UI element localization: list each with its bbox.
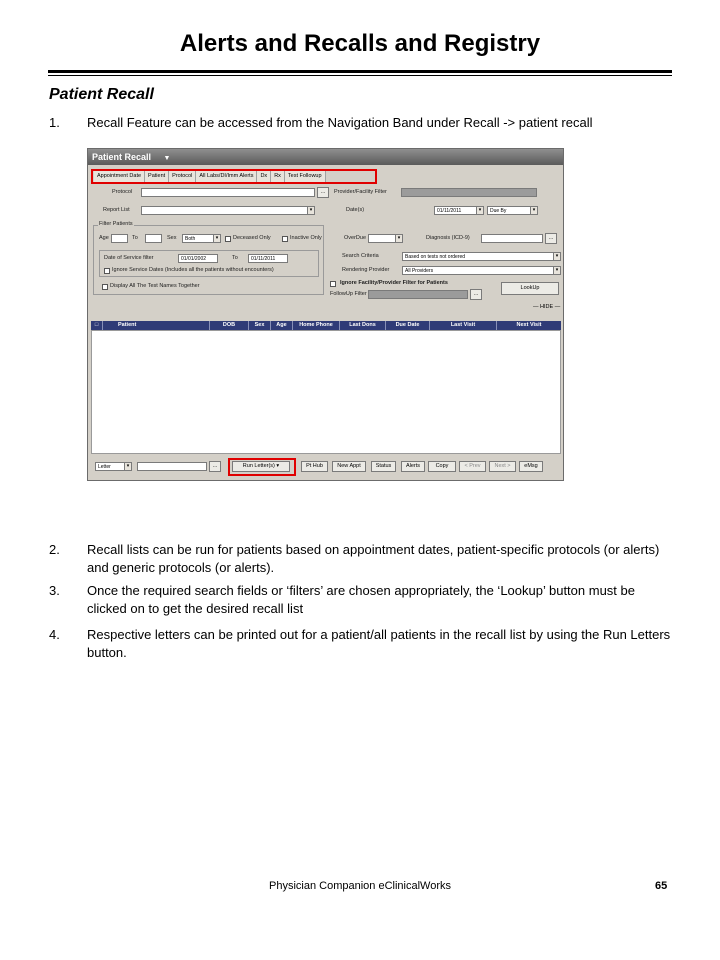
letter-field[interactable] — [137, 462, 207, 471]
age-label: Age — [99, 235, 109, 241]
provider-filter-field[interactable] — [401, 188, 537, 197]
hide-label: HIDE — [540, 304, 554, 310]
window-title: Patient Recall — [92, 152, 152, 162]
protocol-label: Protocol — [112, 189, 133, 195]
letter-select[interactable]: Letter — [95, 462, 125, 471]
patient-recall-screenshot — [87, 148, 564, 481]
pt-hub-button[interactable]: Pt Hub — [301, 461, 328, 472]
results-grid-body — [91, 330, 561, 454]
item-number: 4. — [49, 627, 60, 642]
run-letters-button[interactable]: Run Letter(s) ▾ — [232, 461, 290, 472]
section-title: Patient Recall — [49, 86, 154, 103]
protocol-browse-button[interactable]: ... — [317, 187, 329, 198]
window-titlebar — [88, 149, 563, 165]
new-appt-button[interactable]: New Appt — [332, 461, 366, 472]
hide-toggle[interactable]: — HIDE — — [533, 304, 561, 310]
status-button[interactable]: Status — [371, 461, 396, 472]
dates-label: Date(s) — [346, 207, 365, 213]
deceased-only-checkbox[interactable] — [225, 236, 231, 242]
provider-filter-label: Provider/Facility Filter — [334, 189, 387, 195]
diagnosis-label: Diagnosis (ICD-9) — [426, 235, 470, 241]
select-all-checkbox[interactable]: □ — [91, 321, 103, 330]
ignore-service-label: Ignore Service Dates (Includes all the patients without encounters) — [112, 267, 274, 273]
col-due-date[interactable]: Due Date — [386, 321, 430, 330]
date-field[interactable]: 01/11/2011 — [434, 206, 477, 215]
overdue-label: OverDue — [344, 235, 367, 241]
display-all-tests-label: Display All The Test Names Together — [110, 283, 200, 289]
item-text: Recall lists can be run for patients based on appointment dates, patient-specific protocols (or alerts) and generic protocols (or alerts). — [87, 542, 660, 575]
ignore-facility-label: Ignore Facility/Provider Filter for Patients — [340, 280, 448, 286]
col-age[interactable]: Age — [271, 321, 293, 330]
col-sex[interactable]: Sex — [249, 321, 271, 330]
calendar-dropdown-icon[interactable]: ▾ — [476, 206, 484, 215]
followup-filter-label: FollowUp Filter — [330, 291, 367, 297]
footer-text: Physician Companion eClinicalWorks — [269, 880, 451, 892]
chevron-down-icon[interactable]: ▾ — [307, 206, 315, 215]
inactive-only-label: Inactive Only — [290, 235, 322, 241]
due-by-select[interactable]: Due By — [487, 206, 531, 215]
rendering-provider-label: Rendering Provider — [342, 267, 390, 273]
dos-to-field[interactable]: 01/11/2011 — [248, 254, 288, 263]
prev-button[interactable]: < Prev — [459, 461, 486, 472]
deceased-only-label: Deceased Only — [233, 235, 271, 241]
search-criteria-label: Search Criteria — [342, 253, 379, 259]
report-list-select[interactable] — [141, 206, 308, 215]
rendering-provider-select[interactable]: All Providers — [402, 266, 554, 275]
search-criteria-select[interactable]: Based on tests not ordered — [402, 252, 554, 261]
display-all-tests-checkbox[interactable] — [102, 284, 108, 290]
tab-protocol[interactable]: Protocol — [169, 171, 196, 182]
dos-from-field[interactable]: 01/01/2002 — [178, 254, 218, 263]
tab-dx[interactable]: Dx — [257, 171, 271, 182]
col-home-phone[interactable]: Home Phone — [293, 321, 340, 330]
list-item — [49, 626, 674, 662]
alerts-button[interactable]: Alerts — [401, 461, 425, 472]
chevron-down-icon[interactable]: ▾ — [530, 206, 538, 215]
page-title: Alerts and Recalls and Registry — [179, 30, 541, 57]
dos-to-label: To — [232, 255, 238, 261]
age-to-field[interactable] — [145, 234, 162, 243]
diagnosis-browse-button[interactable]: ... — [545, 233, 557, 244]
chevron-down-icon[interactable]: ▾ — [553, 266, 561, 275]
col-dob[interactable]: DOB — [210, 321, 249, 330]
item-number: 2. — [49, 542, 60, 557]
run-letters-highlight-box — [228, 458, 296, 476]
chevron-down-icon[interactable]: ▾ — [553, 252, 561, 261]
ignore-service-checkbox[interactable] — [104, 268, 110, 274]
followup-filter-field[interactable] — [368, 290, 468, 299]
sex-label: Sex — [167, 235, 177, 241]
item-text: Recall Feature can be accessed from the Navigation Band under Recall -> patient recall — [87, 115, 593, 130]
item-text: Respective letters can be printed out for a patient/all patients in the recall list by using the Run Letters button. — [87, 627, 671, 660]
item-number: 3. — [49, 583, 60, 598]
list-item — [49, 582, 674, 618]
sex-select[interactable]: Both — [182, 234, 214, 243]
next-button[interactable]: Next > — [489, 461, 516, 472]
tab-test-followup[interactable]: Test Followup — [285, 171, 326, 182]
tab-all-labs[interactable]: All Labs/DI/Imm Alerts — [196, 171, 257, 182]
report-list-label: Report List — [103, 207, 130, 213]
col-next-visit[interactable]: Next Visit — [516, 322, 542, 328]
page-number: 65 — [655, 880, 668, 892]
chevron-down-icon: ▼ — [163, 155, 171, 162]
chevron-down-icon[interactable]: ▾ — [213, 234, 221, 243]
tab-appointment-date[interactable]: Appointment Date — [94, 171, 145, 182]
protocol-field[interactable] — [141, 188, 315, 197]
diagnosis-field[interactable] — [481, 234, 543, 243]
inactive-only-checkbox[interactable] — [282, 236, 288, 242]
tabs-highlight-box — [91, 169, 377, 184]
followup-browse-button[interactable]: ... — [470, 289, 482, 300]
copy-button[interactable]: Copy — [428, 461, 456, 472]
overdue-select[interactable] — [368, 234, 396, 243]
age-to-label: To — [132, 235, 138, 241]
run-letters-label: Run Letter(s) — [242, 463, 275, 469]
filter-patients-label: Filter Patients — [99, 221, 133, 227]
col-last-dons[interactable]: Last Dons — [340, 321, 386, 330]
col-last-visit[interactable]: Last Visit — [430, 321, 497, 330]
tab-patient[interactable]: Patient — [145, 171, 169, 182]
col-patient[interactable]: Patient — [103, 321, 210, 330]
chevron-down-icon[interactable]: ▾ — [124, 462, 132, 471]
emsg-button[interactable]: eMsg — [519, 461, 543, 472]
item-text: Once the required search fields or ‘filters’ are chosen appropriately, the ‘Lookup’ button must be clicked on to get the desired recall list — [87, 583, 635, 616]
item-number: 1. — [49, 115, 60, 130]
letter-browse-button[interactable]: ... — [209, 461, 221, 472]
list-item — [49, 114, 674, 132]
title-rule-thick — [48, 70, 672, 73]
results-grid-header — [91, 321, 561, 330]
dos-filter-label: Date of Service filter — [104, 255, 154, 261]
title-rule-thin — [48, 75, 672, 76]
age-from-field[interactable] — [111, 234, 128, 243]
list-item — [49, 541, 674, 577]
lookup-button[interactable]: LookUp — [501, 282, 559, 295]
ignore-facility-checkbox[interactable] — [330, 281, 336, 287]
chevron-down-icon[interactable]: ▾ — [395, 234, 403, 243]
tab-rx[interactable]: Rx — [271, 171, 285, 182]
